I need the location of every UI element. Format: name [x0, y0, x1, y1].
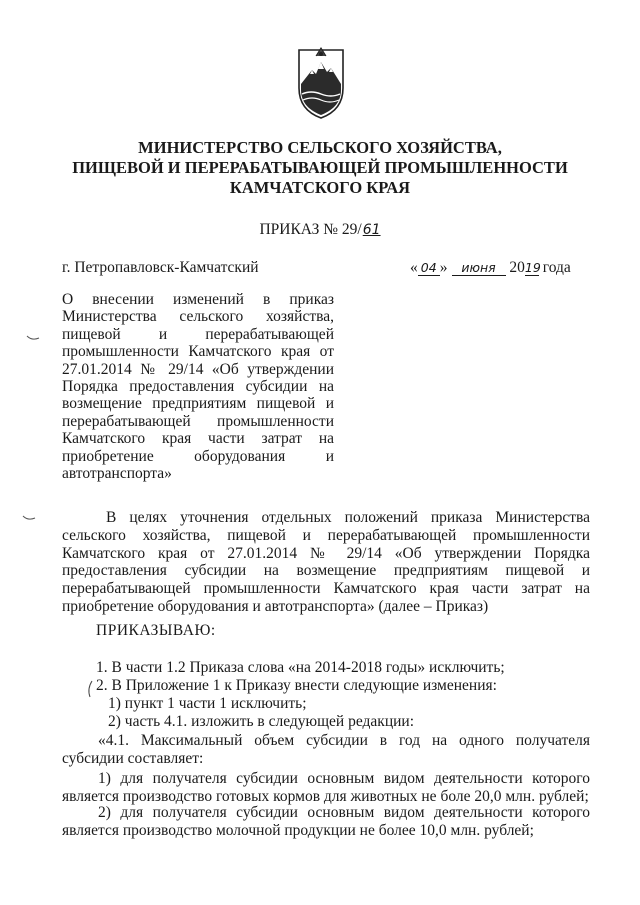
- order-word: ПРИКАЗЫВАЮ:: [96, 622, 216, 639]
- city-name: г. Петропавловск-Камчатский: [62, 259, 259, 276]
- date-month-handwritten: июня: [452, 261, 506, 276]
- order-number-handwritten: 61: [362, 222, 381, 238]
- preamble-paragraph: В целях уточнения отдельных положений приказа Министерства сельского хозяйства, пищевой и перерабатывающей промышленности Камчатского края от 27.01.2014 № 29/14 «Об утверждении Порядка предоставления субсидии на возмещение предприятиям пищевой и перерабатывающей промышленности Камчатского края части затрат на приобретение оборудования и автотранспорта» (далее – Приказ): [62, 509, 590, 615]
- order-label: ПРИКАЗ № 29/: [259, 221, 362, 238]
- ministry-name: [60, 138, 580, 198]
- date-quote-close: »: [439, 259, 448, 276]
- order-subject: О внесении изменений в приказ Министерства сельского хозяйства, пищевой и перерабатывающей промышленности Камчатского края от 27.01.2014 № 29/14 «Об утверждении Порядка предоставления субсидии на возмещение предприятиям пищевой и перерабатывающей промышленности Камчатского края части затрат на приобретение оборудования и автотранспорта»: [62, 291, 334, 483]
- list-item-2-1: 1) пункт 1 части 1 исключить;: [108, 695, 307, 712]
- date-year-handwritten: 19: [524, 260, 541, 275]
- ministry-line-1: МИНИСТЕРСТВО СЕЛЬСКОГО ХОЗЯЙСТВА,: [138, 138, 502, 157]
- date-quote-open: «: [410, 259, 418, 276]
- paragraph-sub-2: 2) для получателя субсидии основным видом деятельности которого является производство молочной продукции не более 10,0 млн. рублей;: [62, 804, 590, 839]
- date-day-handwritten: 04: [418, 261, 440, 276]
- order-date: [410, 259, 571, 277]
- ministry-line-2: ПИЩЕВОЙ И ПЕРЕРАБАТЫВАЮЩЕЙ ПРОМЫШЛЕННОСТИ: [72, 158, 568, 177]
- list-item-2-2: 2) часть 4.1. изложить в следующей редакции:: [108, 713, 415, 730]
- order-title: [60, 221, 580, 239]
- scan-mark: [26, 334, 40, 342]
- date-year-prefix: 20: [509, 259, 525, 276]
- coat-of-arms-icon: [296, 44, 346, 120]
- ministry-line-3: КАМЧАТСКОГО КРАЯ: [229, 178, 411, 197]
- list-item-2: 2. В Приложение 1 к Приказу внести следующие изменения:: [96, 677, 497, 694]
- scan-mark: [22, 514, 36, 522]
- paragraph-4-1: «4.1. Максимальный объем субсидии в год на одного получателя субсидии составляет:: [62, 732, 590, 767]
- date-year-suffix: года: [542, 259, 571, 276]
- scan-mark: [86, 680, 94, 698]
- list-item-1: 1. В части 1.2 Приказа слова «на 2014-2018 годы» исключить;: [96, 659, 505, 676]
- paragraph-sub-1: 1) для получателя субсидии основным видом деятельности которого является производство готовых кормов для животных не боле 20,0 млн. рублей;: [62, 770, 590, 805]
